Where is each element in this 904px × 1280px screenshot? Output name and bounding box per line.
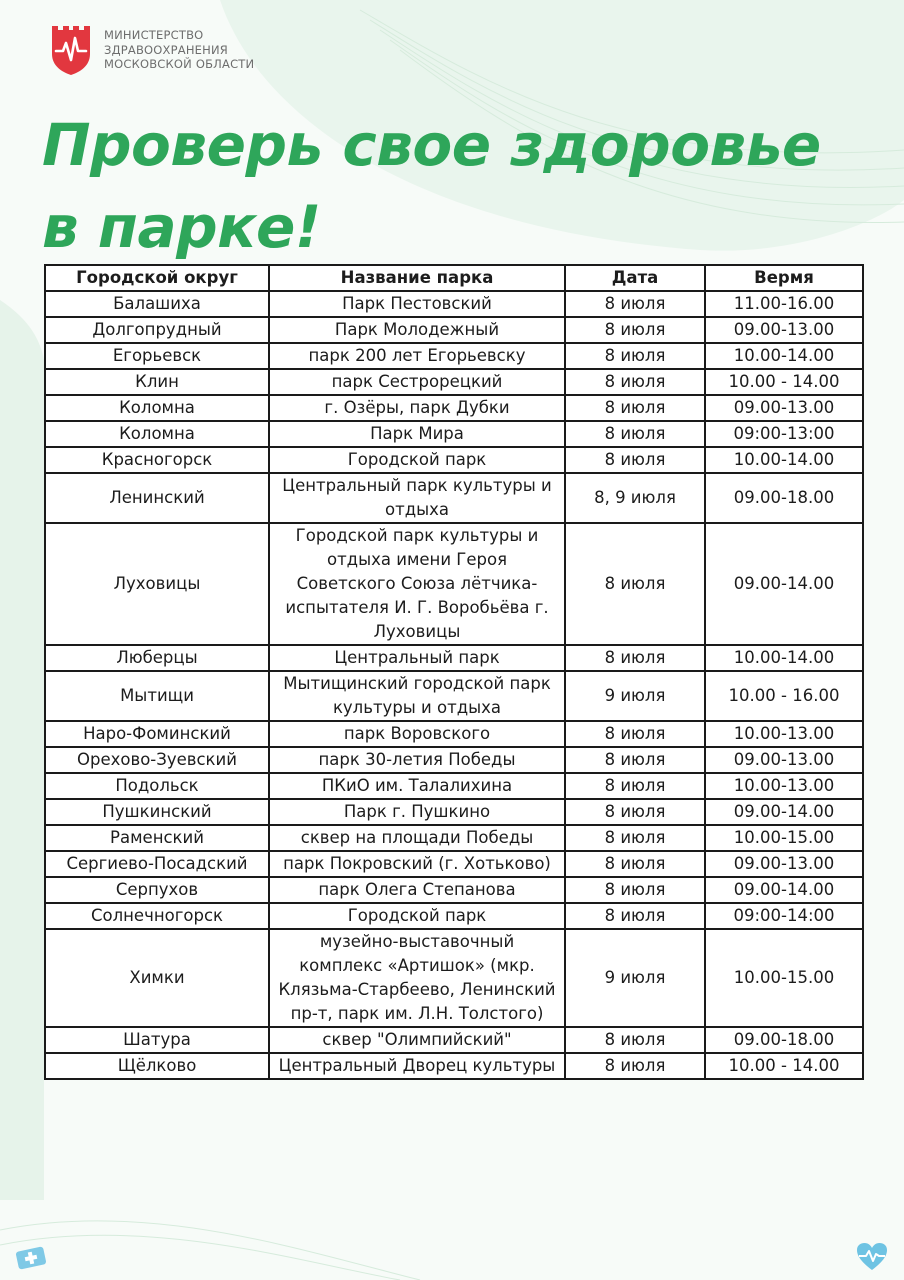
cell-date: 8 июля	[565, 523, 705, 645]
table-body	[45, 291, 863, 1079]
cell-district: Сергиево-Посадский	[45, 851, 269, 877]
cell-district: Красногорск	[45, 447, 269, 473]
table-row	[45, 1027, 863, 1053]
cell-date: 8 июля	[565, 903, 705, 929]
table-row	[45, 929, 863, 1027]
cell-park: Городской парк	[269, 447, 565, 473]
cell-date: 8 июля	[565, 851, 705, 877]
medical-kit-icon	[14, 1240, 48, 1270]
table-header-row	[45, 265, 863, 291]
cell-time: 10.00-14.00	[705, 645, 863, 671]
cell-date: 8 июля	[565, 825, 705, 851]
cell-park: Мытищинский городской парк культуры и отдыха	[269, 671, 565, 721]
cell-date: 8 июля	[565, 369, 705, 395]
table-row	[45, 291, 863, 317]
table-row	[45, 747, 863, 773]
cell-district: Долгопрудный	[45, 317, 269, 343]
cell-park: сквер "Олимпийский"	[269, 1027, 565, 1053]
ministry-emblem-icon	[50, 24, 92, 76]
cell-park: парк Воровского	[269, 721, 565, 747]
table-row	[45, 773, 863, 799]
table-row	[45, 421, 863, 447]
cell-park: парк Покровский (г. Хотьково)	[269, 851, 565, 877]
cell-date: 8 июля	[565, 421, 705, 447]
heart-pulse-icon	[856, 1242, 888, 1272]
cell-date: 8 июля	[565, 799, 705, 825]
cell-district: Орехово-Зуевский	[45, 747, 269, 773]
cell-date: 8 июля	[565, 747, 705, 773]
cell-park: Парк Пестовский	[269, 291, 565, 317]
cell-time: 09.00-18.00	[705, 1027, 863, 1053]
table-row	[45, 645, 863, 671]
cell-date: 8 июля	[565, 447, 705, 473]
cell-district: Химки	[45, 929, 269, 1027]
table-row	[45, 523, 863, 645]
cell-time: 11.00-16.00	[705, 291, 863, 317]
cell-district: Люберцы	[45, 645, 269, 671]
table-row	[45, 1053, 863, 1079]
table-row	[45, 447, 863, 473]
cell-date: 8 июля	[565, 343, 705, 369]
cell-district: Щёлково	[45, 1053, 269, 1079]
header	[50, 24, 254, 76]
cell-time: 10.00-14.00	[705, 447, 863, 473]
table-row	[45, 877, 863, 903]
organization-name-line-3: МОСКОВСКОЙ ОБЛАСТИ	[104, 57, 255, 72]
cell-district: Балашиха	[45, 291, 269, 317]
column-header-time: Вермя	[705, 265, 863, 291]
cell-park: Центральный Дворец культуры	[269, 1053, 565, 1079]
cell-park: парк 30-летия Победы	[269, 747, 565, 773]
cell-park: Городской парк культуры и отдыха имени Героя Советского Союза лётчика-испытателя И. Г. Воробьёва г. Луховицы	[269, 523, 565, 645]
organization-name-line-1: МИНИСТЕРСТВО	[104, 28, 204, 43]
cell-time: 10.00 - 14.00	[705, 369, 863, 395]
table-row	[45, 369, 863, 395]
cell-date: 8 июля	[565, 721, 705, 747]
table-row	[45, 317, 863, 343]
organization-name-line-2: ЗДРАВООХРАНЕНИЯ	[104, 42, 228, 57]
cell-time: 09.00-18.00	[705, 473, 863, 523]
cell-date: 8 июля	[565, 1053, 705, 1079]
cell-district: Мытищи	[45, 671, 269, 721]
table-row	[45, 473, 863, 523]
cell-district: Клин	[45, 369, 269, 395]
cell-district: Коломна	[45, 421, 269, 447]
cell-district: Подольск	[45, 773, 269, 799]
cell-park: сквер на площади Победы	[269, 825, 565, 851]
cell-park: музейно-выставочный комплекс «Артишок» (мкр. Клязьма-Старбеево, Ленинский пр-т, парк им. Л.Н. Толстого)	[269, 929, 565, 1027]
cell-time: 09.00-14.00	[705, 523, 863, 645]
cell-time: 10.00 - 14.00	[705, 1053, 863, 1079]
cell-time: 10.00-13.00	[705, 721, 863, 747]
cell-district: Егорьевск	[45, 343, 269, 369]
cell-park: Центральный парк культуры и отдыха	[269, 473, 565, 523]
cell-park: ПКиО им. Талалихина	[269, 773, 565, 799]
table-row	[45, 825, 863, 851]
cell-date: 8 июля	[565, 645, 705, 671]
cell-district: Раменский	[45, 825, 269, 851]
cell-district: Луховицы	[45, 523, 269, 645]
page-title-line-2: в парке!	[42, 193, 321, 261]
cell-time: 09.00-14.00	[705, 877, 863, 903]
cell-district: Солнечногорск	[45, 903, 269, 929]
cell-date: 8 июля	[565, 773, 705, 799]
cell-park: парк Сестрорецкий	[269, 369, 565, 395]
cell-date: 8 июля	[565, 877, 705, 903]
cell-date: 8 июля	[565, 1027, 705, 1053]
cell-park: Парк Мира	[269, 421, 565, 447]
table-row	[45, 395, 863, 421]
cell-time: 10.00 - 16.00	[705, 671, 863, 721]
cell-park: г. Озёры, парк Дубки	[269, 395, 565, 421]
cell-district: Шатура	[45, 1027, 269, 1053]
cell-time: 10.00-14.00	[705, 343, 863, 369]
page-title-line-1: Проверь свое здоровье	[42, 111, 821, 179]
table-row	[45, 343, 863, 369]
cell-park: Городской парк	[269, 903, 565, 929]
schedule-table	[44, 264, 864, 1080]
cell-park: парк 200 лет Егорьевску	[269, 343, 565, 369]
cell-date: 9 июля	[565, 929, 705, 1027]
cell-district: Коломна	[45, 395, 269, 421]
cell-park: Парк г. Пушкино	[269, 799, 565, 825]
column-header-date: Дата	[565, 265, 705, 291]
table-row	[45, 851, 863, 877]
cell-time: 09.00-13.00	[705, 317, 863, 343]
cell-time: 09.00-13.00	[705, 395, 863, 421]
cell-time: 10.00-15.00	[705, 825, 863, 851]
cell-date: 9 июля	[565, 671, 705, 721]
cell-time: 09.00-14.00	[705, 799, 863, 825]
page-title	[42, 104, 821, 268]
cell-time: 09:00-14:00	[705, 903, 863, 929]
table-row	[45, 903, 863, 929]
cell-time: 10.00-15.00	[705, 929, 863, 1027]
cell-time: 09.00-13.00	[705, 851, 863, 877]
cell-time: 10.00-13.00	[705, 773, 863, 799]
cell-district: Пушкинский	[45, 799, 269, 825]
table-row	[45, 799, 863, 825]
cell-time: 09.00-13.00	[705, 747, 863, 773]
table-row	[45, 721, 863, 747]
cell-date: 8 июля	[565, 395, 705, 421]
column-header-park: Название парка	[269, 265, 565, 291]
organization-name	[104, 28, 254, 72]
cell-district: Серпухов	[45, 877, 269, 903]
table-row	[45, 671, 863, 721]
cell-date: 8 июля	[565, 291, 705, 317]
cell-date: 8, 9 июля	[565, 473, 705, 523]
cell-park: парк Олега Степанова	[269, 877, 565, 903]
cell-date: 8 июля	[565, 317, 705, 343]
cell-time: 09:00-13:00	[705, 421, 863, 447]
cell-district: Ленинский	[45, 473, 269, 523]
column-header-district: Городской округ	[45, 265, 269, 291]
cell-park: Парк Молодежный	[269, 317, 565, 343]
cell-district: Наро-Фоминский	[45, 721, 269, 747]
cell-park: Центральный парк	[269, 645, 565, 671]
